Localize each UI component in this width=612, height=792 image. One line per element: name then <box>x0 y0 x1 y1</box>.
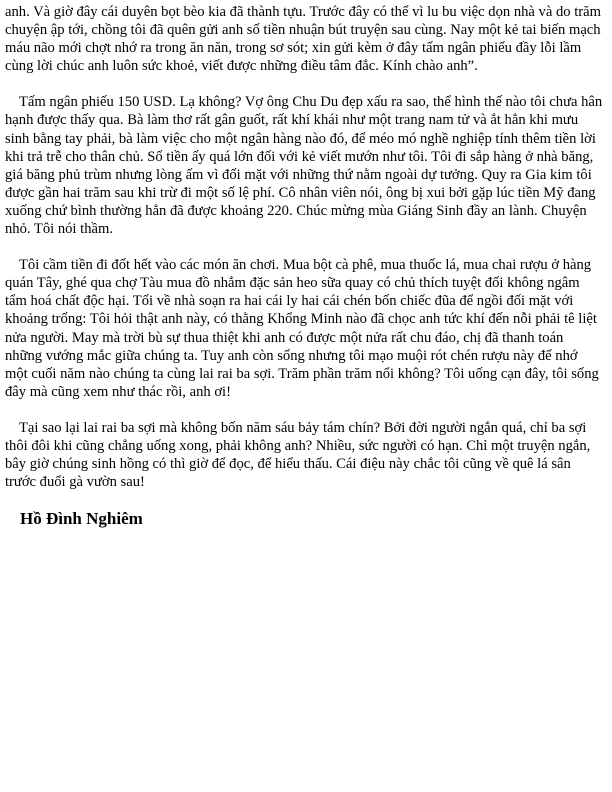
paragraph-continued: anh. Và giờ đây cái duyên bọt bèo kia đã thành tựu. Trước đây có thể vì lu bu việc dọn nhà và do trăm chuyện ập tới, chồng tôi đã quên gửi anh số tiền nhuận bút truyện sau cùng. Nay một kẻ tai biến mạch máu não mới chợt nhớ ra trong ăn năn, trong sơ sót; xin gửi kèm ở đây tấm ngân phiếu đầy lỗi lầm cùng lời chúc anh luôn sức khoẻ, viết được những điều tâm đắc. Kính chào anh”. <box>5 4 601 75</box>
paragraph-spending: Tôi cầm tiền đi đốt hết vào các món ăn chơi. Mua bột cà phê, mua thuốc lá, mua chai rượu ở hàng quán Tây, ghé qua chợ Tàu mua đồ nhắm đặc sản heo sữa quay có chủ thích tuyệt đối không ngâm tẩm hoá chất độc hại. Tối về nhà soạn ra hai cái ly hai cái chén bốn chiếc đũa để ngồi đối mặt với khoảng trống: Tôi hỏi thật anh này, có thằng Khổng Minh nào đã chọc anh tức khí đến nỗi phải tê liệt nửa người. May mà trời bù sự thua thiệt khi anh có được một nửa rất chu đáo, chị đã thanh toán những vướng mắc giữa chúng ta. Tuy anh còn sống nhưng tôi mạo muội rót chén rượu này để nhớ một cuối năm nào chúng ta cùng lai rai ba sợi. Trăm phần trăm nổi không? Tôi uống cạn đây, tôi sống đây mà cũng xem như thác rồi, anh ơi! <box>5 257 599 400</box>
document-page <box>5 3 603 529</box>
paragraph-three-strands: Tại sao lại lai rai ba sợi mà không bốn năm sáu bảy tám chín? Bởi đời người ngắn quá, chỉ ba sợi thôi đôi khi cũng chẳng uống xong, phải không anh? Nhiều, sức người có hạn. Chỉ một truyện ngắn, bây giờ chúng sinh hồng có thì giờ để đọc, để hiểu thấu. Cái điệu này chắc tôi cũng về quê lá sân trước đuổi gà vườn sau! <box>5 419 591 491</box>
paragraph-check: Tấm ngân phiếu 150 USD. Lạ không? Vợ ông Chu Du đẹp xấu ra sao, thể hình thế nào tôi chưa hân hạnh được thấy qua. Bà làm thơ rất gân guốt, rất khí khái như một trang nam tử và ắt hẳn khi mưu sinh bằng tay phải, bà làm việc cho một ngân hàng nào đó, để méo mó nghề nghiệp tính thêm tiền lời khi trả trễ cho thân chủ. Số tiền ấy quá lớn đối với kẻ viết mướn như tôi. Tôi đi sắp hàng ở nhà băng, giá băng phủ trùm nhưng lòng ấm vì đối mặt với những thứ nằm ngoài dự tưởng. Quy ra Gia kim tôi được gần hai trăm sau khi trừ đi một số lệ phí. Cô nhân viên nói, ông bị xui bởi gặp lúc tiền Mỹ đang xuống chứ bình thường hẳn đã được khoảng 220. Chúc mừng mùa Giáng Sinh đầy an lành. Chuyện nhỏ. Tôi nói thầm. <box>5 94 603 238</box>
author-signature: Hồ Đình Nghiêm <box>20 509 143 529</box>
